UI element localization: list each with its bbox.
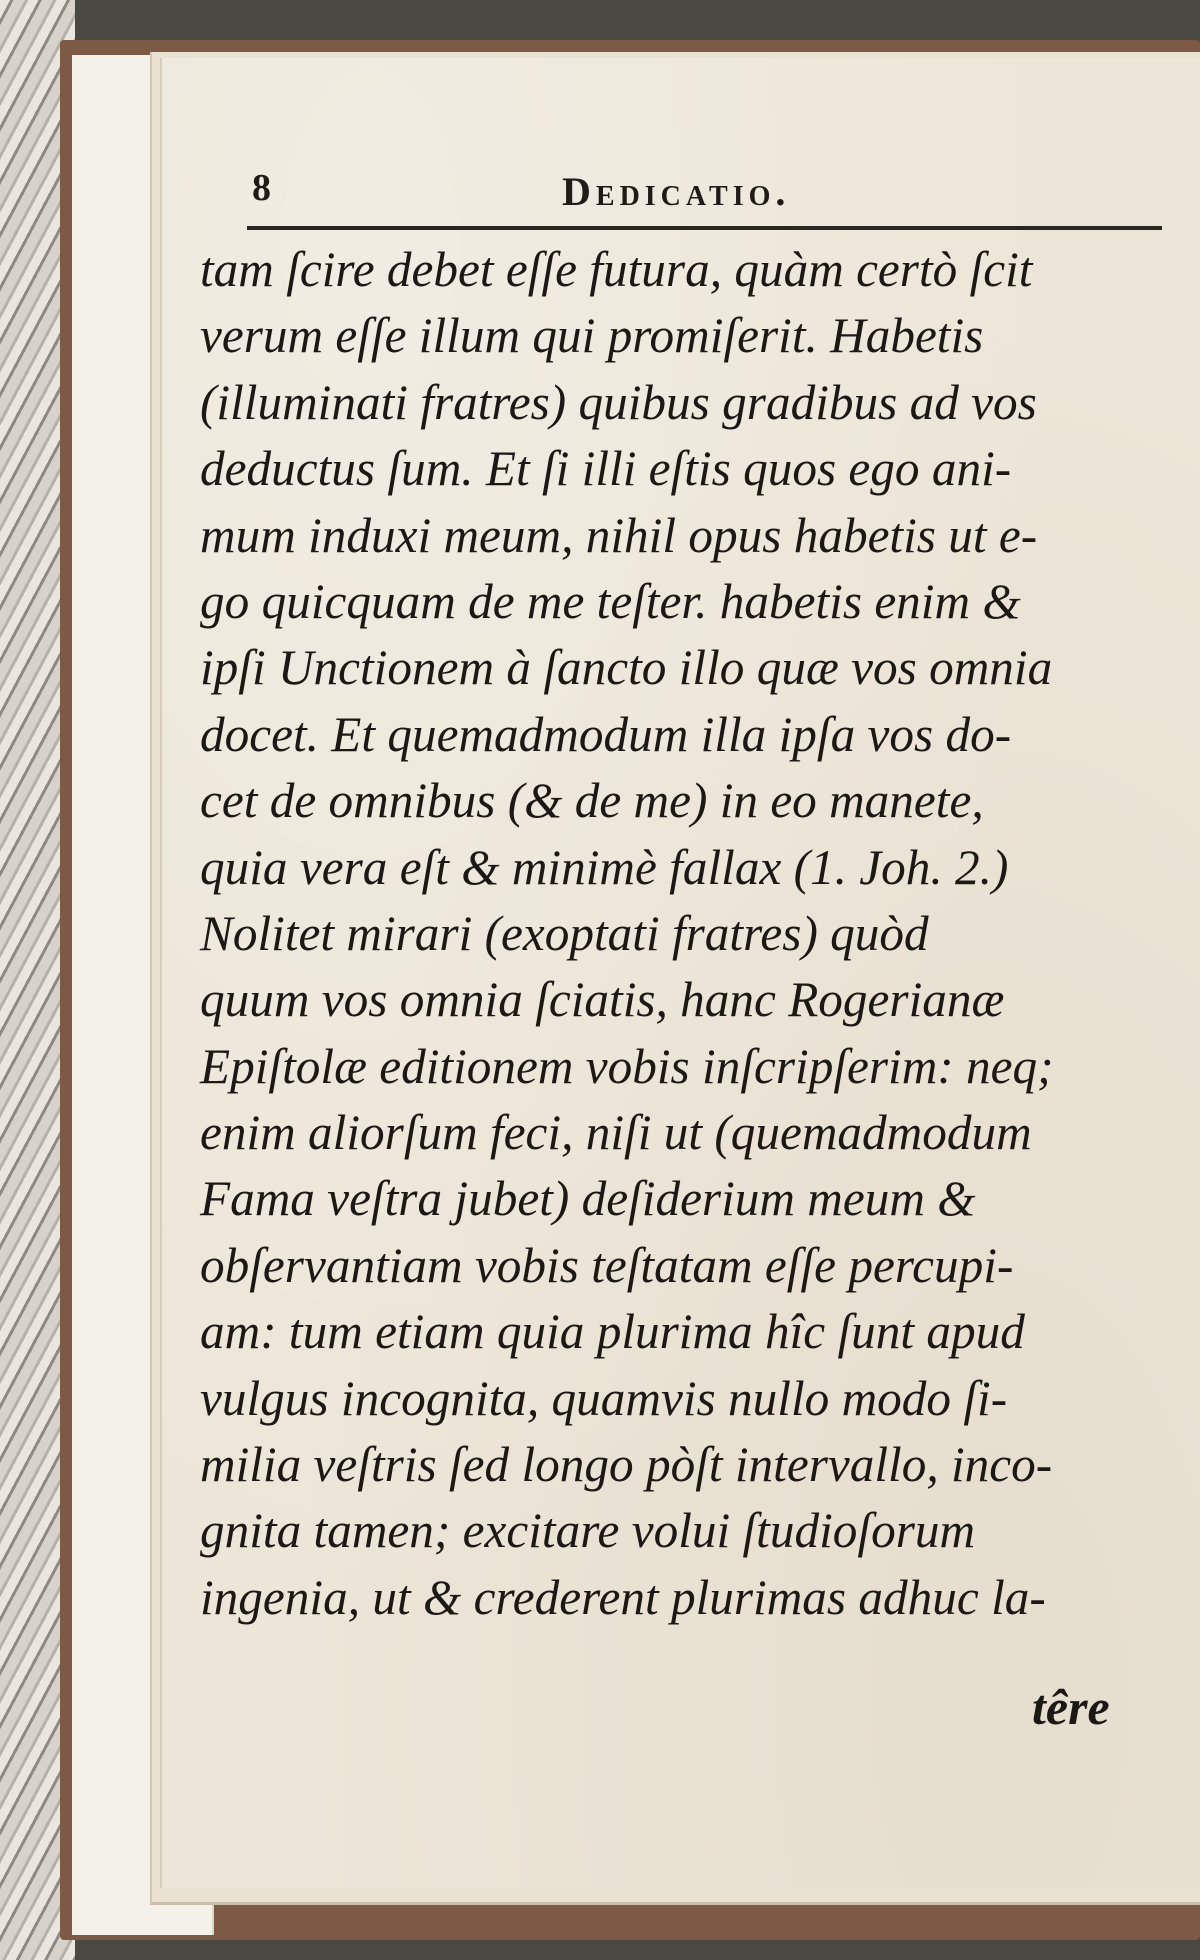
- catchword: têre: [1032, 1679, 1110, 1735]
- text-line: ingenia, ut & crederent plurimas adhuc la-: [200, 1568, 1046, 1625]
- text-line: enim aliorſum feci, niſi ut (quemadmodum: [200, 1104, 1032, 1161]
- text-line: milia veſtris ſed longo pòſt intervallo, inco-: [200, 1436, 1053, 1493]
- text-line: quum vos omnia ſciatis, hanc Rogerianæ: [200, 971, 1005, 1028]
- text-line: quia vera eſt & minimè fallax (1. Joh. 2.): [200, 838, 1009, 895]
- text-line: deductus ſum. Et ſi illi eſtis quos ego ani-: [200, 440, 1012, 497]
- text-line: ipſi Unctionem à ſancto illo quæ vos omnia: [200, 639, 1053, 696]
- text-line: gnita tamen; excitare volui ſtudioſorum: [200, 1502, 976, 1559]
- text-line: mum induxi meum, nihil opus habetis ut e-: [200, 506, 1038, 563]
- text-line: (illuminati fratres) quibus gradibus ad vos: [200, 373, 1037, 430]
- text-line: tam ſcire debet eſſe futura, quàm certò ſcit: [200, 241, 1033, 297]
- printed-page: [160, 58, 1200, 1888]
- page-header: [252, 158, 1172, 218]
- text-line: cet de omnibus (& de me) in eo manete,: [200, 772, 984, 829]
- text-line: am: tum etiam quia plurima hîc ſunt apud: [200, 1303, 1025, 1360]
- text-line: Nolitet mirari (exoptati fratres) quòd: [200, 904, 929, 961]
- text-line: obſervantiam vobis teſtatam eſſe percupi-: [200, 1236, 1014, 1293]
- running-head: Dedicatio.: [562, 169, 791, 214]
- text-line: Fama veſtra jubet) deſiderium meum &: [200, 1170, 976, 1227]
- header-rule: [247, 226, 1162, 230]
- page-number: 8: [252, 167, 271, 209]
- text-line: go quicquam de me teſter. habetis enim &: [200, 572, 1021, 629]
- text-line: docet. Et quemadmodum illa ipſa vos do-: [200, 705, 1012, 762]
- text-line: Epiſtolæ editionem vobis inſcripſerim: neq;: [200, 1037, 1054, 1094]
- body-text: [200, 236, 1190, 1630]
- text-line: verum eſſe illum qui promiſerit. Habetis: [200, 307, 984, 364]
- text-line: vulgus incognita, quamvis nullo modo ſi-: [200, 1369, 1008, 1426]
